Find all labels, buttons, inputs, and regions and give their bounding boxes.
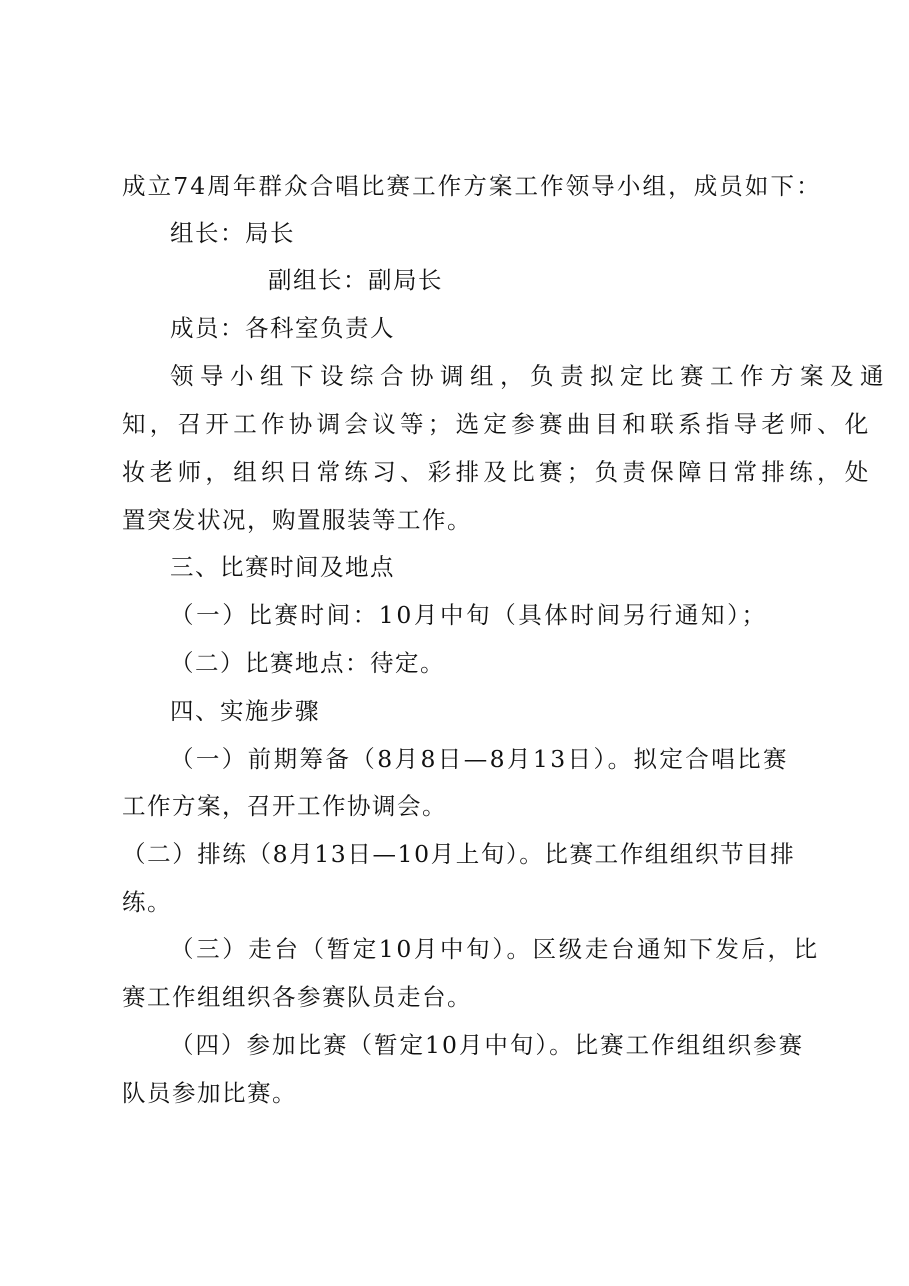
text-line: （二）排练（8月13日—10月上旬）。比赛工作组组织节目排 xyxy=(122,840,796,868)
text-line: （一）比赛时间：10月中旬（具体时间另行通知）； xyxy=(170,601,768,629)
text-line: 妆老师，组织日常练习、彩排及比赛；负责保障日常排练，处 xyxy=(122,458,873,486)
text-line: 练。 xyxy=(122,888,172,916)
text-line: 工作方案，召开工作协调会。 xyxy=(122,792,447,820)
section-heading: 三、比赛时间及地点 xyxy=(170,553,395,581)
section-heading: 四、实施步骤 xyxy=(170,697,320,725)
text-line: 赛工作组组织各参赛队员走台。 xyxy=(122,983,472,1011)
text-line: 队员参加比赛。 xyxy=(122,1079,297,1107)
text-line: （二）比赛地点：待定。 xyxy=(170,649,445,677)
text-line: 成员：各科室负责人 xyxy=(170,314,395,342)
text-line: 组长：局长 xyxy=(170,219,295,247)
text-line: （四）参加比赛（暂定10月中旬）。比赛工作组组织参赛 xyxy=(170,1031,805,1059)
text-line: 置突发状况，购置服装等工作。 xyxy=(122,506,472,534)
text-line: 知，召开工作协调会议等；选定参赛曲目和联系指导老师、化 xyxy=(122,410,873,438)
text-line: （三）走台（暂定10月中旬）。区级走台通知下发后，比 xyxy=(170,935,820,963)
text-line: 副组长：副局长 xyxy=(268,266,443,294)
text-line: （一）前期筹备（8月8日—8月13日）。拟定合唱比赛 xyxy=(170,745,789,773)
text-line: 领导小组下设综合协调组，负责拟定比赛工作方案及通 xyxy=(170,362,890,390)
text-line: 成立74周年群众合唱比赛工作方案工作领导小组，成员如下： xyxy=(122,172,822,200)
